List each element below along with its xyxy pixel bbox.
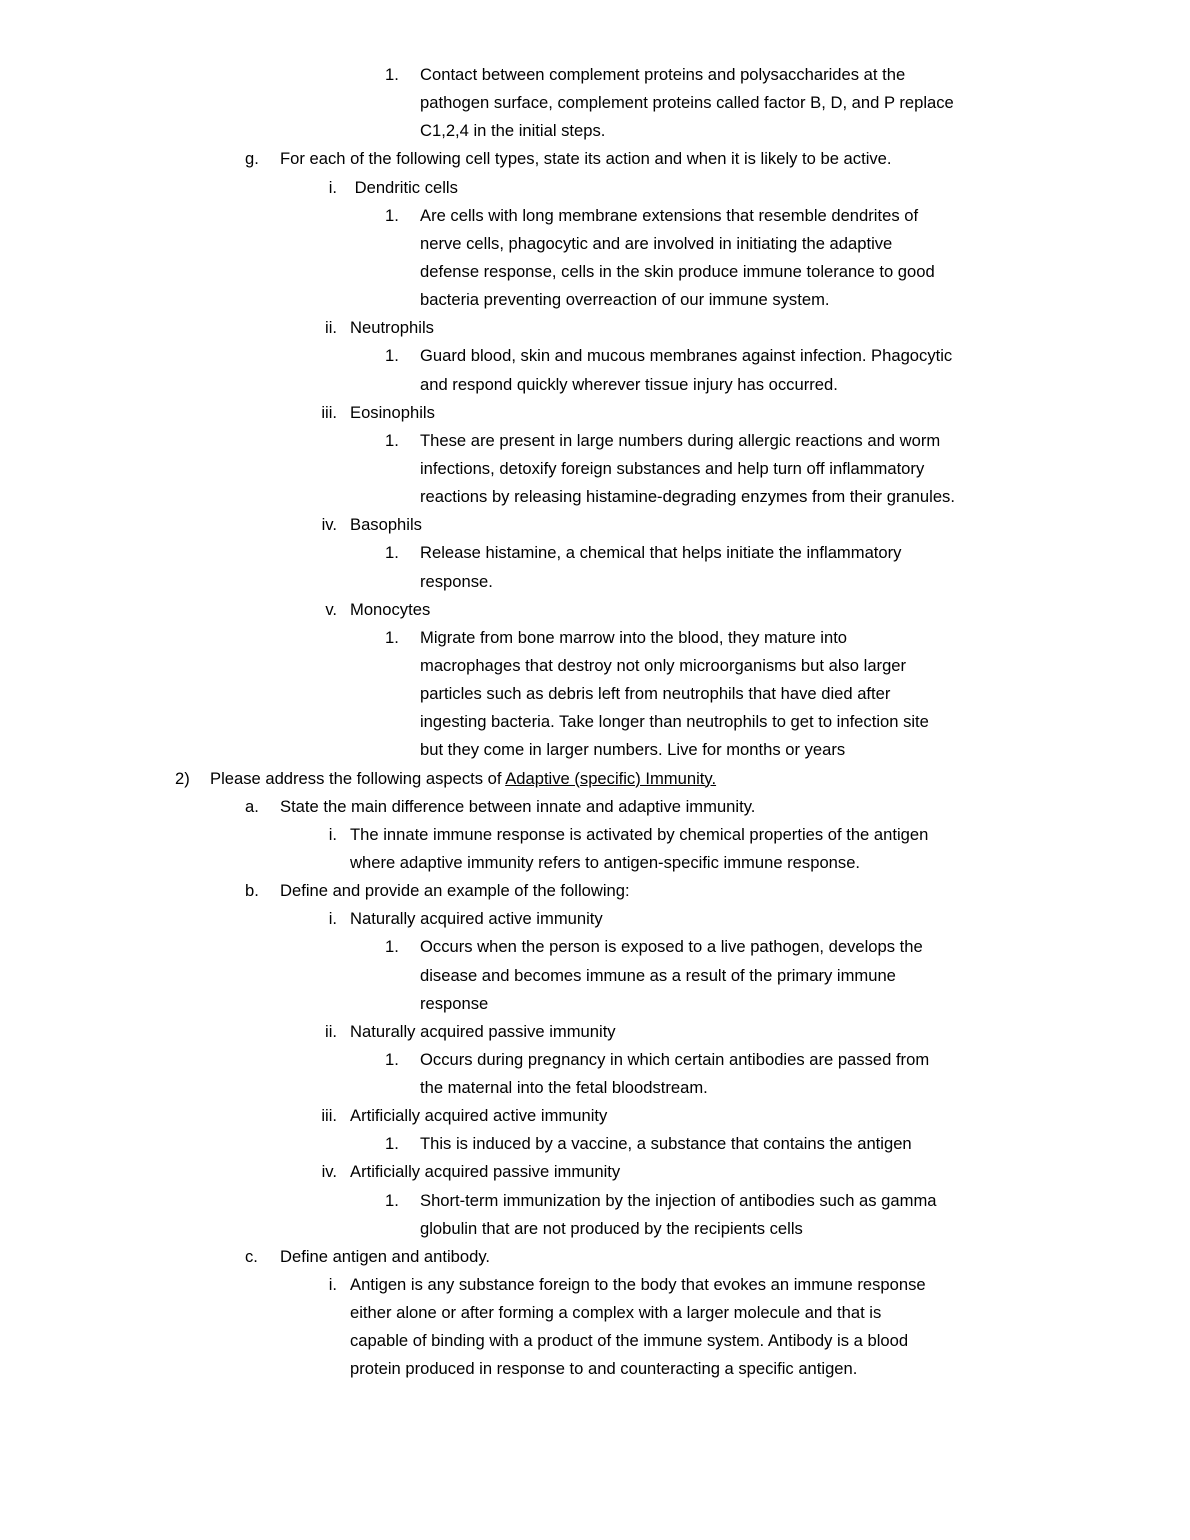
list-item-roman (0, 905, 1190, 933)
text-span: macrophages that destroy not only microorganisms but also larger (420, 655, 907, 675)
list-marker: g. (245, 149, 259, 169)
text-span: pathogen surface, complement proteins called factor B, D, and P replace (420, 93, 954, 113)
text-line (420, 1130, 1190, 1158)
text-span: Basophils (350, 515, 422, 535)
text-line (350, 1102, 1190, 1130)
text-span: reactions by releasing histamine-degrading enzymes from their granules. (420, 487, 955, 507)
text-line (420, 230, 1190, 258)
text-span: defense response, cells in the skin produce immune tolerance to good (420, 261, 935, 281)
text-line (350, 596, 1190, 624)
list-marker: 1. (385, 1190, 399, 1210)
text-span: Guard blood, skin and mucous membranes against infection. Phagocytic (420, 346, 953, 366)
text-line (420, 117, 1190, 145)
list-marker: i. (328, 909, 337, 929)
document-body (0, 61, 1190, 1384)
text-line (420, 427, 1190, 455)
list-item-num (0, 539, 1190, 595)
list-marker: iii. (321, 1106, 337, 1126)
list-item-roman (0, 511, 1190, 539)
text-span: Release histamine, a chemical that helps initiate the inflammatory (420, 543, 902, 563)
list-item-alpha (0, 877, 1190, 905)
list-marker: 1. (385, 1049, 399, 1069)
list-marker: 2) (175, 768, 190, 788)
text-line (350, 1018, 1190, 1046)
text-line (280, 145, 1190, 173)
text-line (420, 708, 1190, 736)
list-marker: iv. (321, 1162, 337, 1182)
text-line (420, 286, 1190, 314)
list-item-num (0, 427, 1190, 511)
text-span: either alone or after forming a complex with a larger molecule and that is (350, 1303, 882, 1323)
text-span: globulin that are not produced by the recipients cells (420, 1218, 803, 1238)
text-line (420, 1187, 1190, 1215)
list-marker: i. (328, 1275, 337, 1295)
list-item-roman (0, 1018, 1190, 1046)
text-span: Are cells with long membrane extensions that resemble dendrites of (420, 205, 919, 225)
list-item-num (0, 202, 1190, 315)
list-marker: 1. (385, 627, 399, 647)
text-span: but they come in larger numbers. Live for months or years (420, 740, 846, 760)
list-item-top (0, 765, 1190, 793)
text-span: Antigen is any substance foreign to the body that evokes an immune response (350, 1275, 926, 1295)
text-line (350, 1271, 1190, 1299)
list-item-num (0, 61, 1190, 145)
text-line (420, 933, 1190, 961)
text-line (420, 455, 1190, 483)
list-marker: i. (328, 824, 337, 844)
text-line (280, 1243, 1190, 1271)
text-line (420, 962, 1190, 990)
text-span: Eosinophils (350, 402, 435, 422)
text-line (420, 1046, 1190, 1074)
text-line (420, 736, 1190, 764)
text-line (280, 877, 1190, 905)
text-line (280, 793, 1190, 821)
text-line (350, 174, 1190, 202)
text-span: For each of the following cell types, state its action and when it is likely to be active. (280, 149, 892, 169)
text-span: the maternal into the fetal bloodstream. (420, 1078, 708, 1098)
list-marker: ii. (325, 1021, 337, 1041)
text-line (420, 680, 1190, 708)
list-marker: 1. (385, 65, 399, 84)
list-marker: v. (325, 599, 337, 619)
text-span: infections, detoxify foreign substances and help turn off inflammatory (420, 458, 925, 478)
list-item-roman (0, 1158, 1190, 1186)
text-line (420, 61, 1190, 89)
text-span: and respond quickly wherever tissue injury has occurred. (420, 374, 838, 394)
text-line (420, 483, 1190, 511)
text-line (420, 1215, 1190, 1243)
text-line (420, 539, 1190, 567)
list-marker: ii. (325, 318, 337, 338)
text-line (350, 905, 1190, 933)
list-item-roman (0, 399, 1190, 427)
text-span: Artificially acquired active immunity (350, 1106, 608, 1126)
text-span: Monocytes (350, 599, 431, 619)
list-marker: c. (245, 1246, 258, 1266)
text-span: Dendritic cells (350, 177, 458, 197)
text-line (350, 399, 1190, 427)
text-span: C1,2,4 in the initial steps. (420, 121, 606, 141)
text-span: These are present in large numbers during allergic reactions and worm (420, 430, 941, 450)
text-line (350, 1355, 1190, 1383)
text-line (420, 258, 1190, 286)
text-span: response. (420, 571, 493, 591)
text-line (350, 1158, 1190, 1186)
text-span: response (420, 993, 489, 1013)
text-span: ingesting bacteria. Take longer than neutrophils to get to infection site (420, 712, 929, 732)
list-marker: i. (328, 177, 337, 197)
list-marker: 1. (385, 205, 399, 225)
text-span: Occurs during pregnancy in which certain antibodies are passed from (420, 1049, 930, 1069)
list-item-num (0, 624, 1190, 765)
list-item-num (0, 342, 1190, 398)
text-span: Migrate from bone marrow into the blood, they mature into (420, 627, 848, 647)
text-line (350, 1327, 1190, 1355)
text-span: capable of binding with a product of the immune system. Antibody is a blood (350, 1331, 909, 1351)
text-line (420, 1074, 1190, 1102)
text-line (350, 511, 1190, 539)
list-item-alpha (0, 793, 1190, 821)
text-span: Please address the following aspects of (210, 768, 506, 788)
list-item-roman (0, 314, 1190, 342)
text-span: Artificially acquired passive immunity (350, 1162, 621, 1182)
text-line (350, 849, 1190, 877)
list-item-roman (0, 174, 1190, 202)
list-marker: 1. (385, 937, 399, 957)
text-span: bacteria preventing overreaction of our immune system. (420, 290, 830, 310)
list-item-roman (0, 821, 1190, 877)
text-line (420, 202, 1190, 230)
text-span: Naturally acquired passive immunity (350, 1021, 616, 1041)
text-line (420, 342, 1190, 370)
text-span: The innate immune response is activated by chemical properties of the antigen (350, 824, 929, 844)
text-span: State the main difference between innate and adaptive immunity. (280, 796, 756, 816)
text-line (420, 624, 1190, 652)
list-marker: 1. (385, 346, 399, 366)
list-marker: iv. (321, 515, 337, 535)
text-span: Neutrophils (350, 318, 434, 338)
text-span: Short-term immunization by the injection of antibodies such as gamma (420, 1190, 937, 1210)
list-item-num (0, 1187, 1190, 1243)
list-marker: 1. (385, 543, 399, 563)
text-line (420, 568, 1190, 596)
text-span: This is induced by a vaccine, a substance that contains the antigen (420, 1134, 912, 1154)
text-span: nerve cells, phagocytic and are involved in initiating the adaptive (420, 233, 893, 253)
list-item-alpha (0, 145, 1190, 173)
text-span: where adaptive immunity refers to antigen-specific immune response. (350, 852, 861, 872)
list-item-roman (0, 1271, 1190, 1384)
list-marker: 1. (385, 430, 399, 450)
text-span: Occurs when the person is exposed to a live pathogen, develops the (420, 937, 923, 957)
text-line (420, 652, 1190, 680)
text-span: Define and provide an example of the following: (280, 881, 630, 901)
text-line (420, 89, 1190, 117)
text-line (420, 371, 1190, 399)
text-line (350, 821, 1190, 849)
list-item-num (0, 1046, 1190, 1102)
text-line (210, 765, 1190, 793)
list-item-roman (0, 1102, 1190, 1130)
list-item-roman (0, 596, 1190, 624)
list-marker: iii. (321, 402, 337, 422)
text-line (350, 1299, 1190, 1327)
text-span: disease and becomes immune as a result of the primary immune (420, 965, 896, 985)
list-item-num (0, 1130, 1190, 1158)
text-span: protein produced in response to and counteracting a specific antigen. (350, 1359, 858, 1379)
list-marker: 1. (385, 1134, 399, 1154)
list-marker: a. (245, 796, 259, 816)
underlined-heading: Adaptive (specific) Immunity. (505, 768, 717, 788)
text-span: particles such as debris left from neutrophils that have died after (420, 684, 891, 704)
list-item-alpha (0, 1243, 1190, 1271)
text-span: Define antigen and antibody. (280, 1246, 491, 1266)
list-marker: b. (245, 881, 259, 901)
text-span: Contact between complement proteins and polysaccharides at the (420, 65, 906, 84)
list-item-num (0, 933, 1190, 1017)
text-line (420, 990, 1190, 1018)
text-line (350, 314, 1190, 342)
text-span: Naturally acquired active immunity (350, 909, 603, 929)
